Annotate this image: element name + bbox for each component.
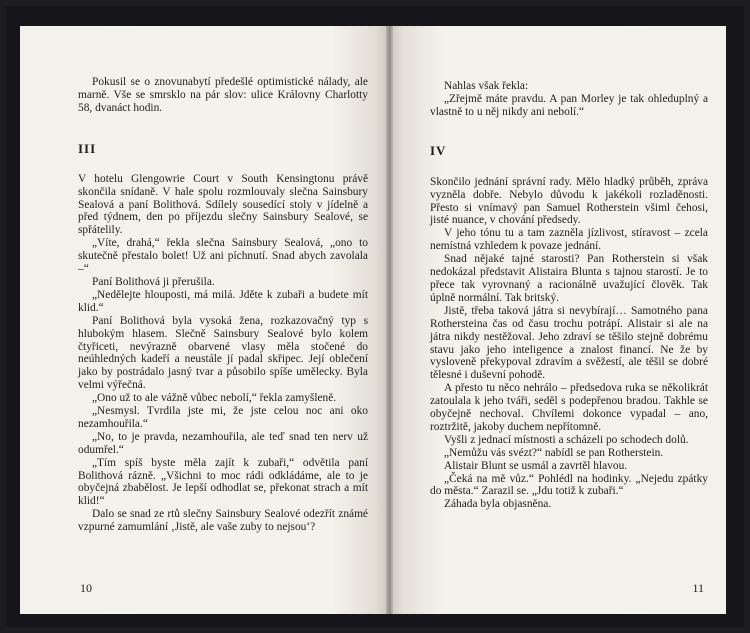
paragraph: „Ono už to ale vážně vůbec nebolí,“ řekla zamyšleně. [92,392,337,405]
paragraph: „Nedělejte hlouposti, má milá. Jděte k zubaři a budete mít klid.“ [78,288,368,314]
paragraph: „Nesmysl. Tvrdila jste mi, že jste celou noc ani oko nezamhouřila.“ [78,405,368,430]
paragraph: Záhada byla objasněna. [444,498,552,511]
paragraph: Snad nějaké tajné starosti? Pan Rotherstein si však nedokázal představit Alistaira Blunta s tajnou starostí. Je to přece tak vyrovnaný a racionálně uvažující člověk. Tak úplně normální. Tak britský. [430,253,708,304]
paragraph: Alistair Blunt se usmál a zavrtěl hlavou. [444,459,628,472]
paragraph: „Zřejmě máte pravdu. A pan Morley je tak ohleduplný a vlastně to u něj nikdy ani nebolí.“ [430,92,708,118]
paragraph: Dalo se snad ze rtů slečny Sainsbury Sealové odezřít známé vzpurné zamumlání ‚Jistě, ale vaše zuby to nejsou‘? [78,508,368,534]
book-gutter [386,26,393,614]
paragraph: „Tím spíš byste měla zajít k zubaři,“ odvětila paní Bolithová rázně. „Všichni to moc rádi odkládáme, ale to je obyčejná zbabělost. Je lepší odhodlat se, překonat strach a mít klid!“ [78,456,368,508]
right-page-opening-text [430,80,708,119]
right-page-body [430,176,708,512]
left-page [20,26,386,614]
paragraph: Jistě, třeba taková játra si nevybírají… Samotného pana Rothersteina čas od času trochu potrápí. Alistair si ale na játra nikdy nestěžoval. Jeho zdraví se těšilo stejně dobrému stavu jako jeho inteligence a znalost financí. Ne že by vysloveně překypoval zdravím a svěžestí, ale těšil se dobré tělesné i duševní pohodě. [430,304,708,382]
paragraph: Pokusil se o znovunabytí předešlé optimistické nálady, ale marně. Vše se smrsklo na pár slov: ulice Královny Charlotty 58, dvanáct hodin. [78,76,368,114]
page-number-right: 11 [692,581,704,595]
chapter-heading-iv: IV [430,142,447,158]
paragraph: Paní Bolithová byla vysoká žena, rozkazovačný typ s hlubokým hlasem. Slečně Sainsbury Sealové bylo kolem čtyřiceti, nevýrazně obarvené vlasy měla stočené do neúhledných kadeří a neustále jí padal skřipec. Její oblečení jako by postrádalo jasný tvar a působilo spíše umělecky. Byla velmi výřečná. [78,314,368,392]
paragraph: „Nemůžu vás svézt?“ nabídl se pan Rotherstein. [444,446,664,459]
paragraph: Skončilo jednání správní rady. Mělo hladký průběh, zpráva vyzněla dobře. Nebylo důvodu k jakékoli rozladěnosti. Přesto si vnímavý pan Samuel Rotherstein všiml čehosi, jisté nuance, v chování předsedy. [430,175,708,227]
paragraph: „Víte, drahá,“ řekla slečna Sainsbury Sealová, „ono to skutečně přestalo bolet! Už ani píchnutí. Snad abych zavolala –“ [78,237,368,276]
paragraph: Nahlas však řekla: [444,80,529,92]
paragraph: Vyšli z jednací místnosti a scházeli po schodech dolů. [444,433,689,446]
left-page-body [78,173,368,534]
paragraph: Paní Bolithová ji přerušila. [92,275,215,288]
paragraph: V hotelu Glengowrie Court v South Kensingtonu právě skončila snídaně. V hale spolu rozmlouvaly slečna Sainsbury Sealová a paní Bolithová. Sdílely sousedící stoly v jídelně a před týdnem, den po příjezdu slečny Sainsbury Sealové, se spřátelily. [78,172,368,237]
paragraph: A přesto tu něco nehrálo – předsedova ruka se několikrát zatoulala k jeho tváři, seděl s podepřenou bradou. Takhle se obyčejně nechoval. Chvílemi dokonce vypadal – ano, roztržitě, jakoby duchem nepřítomně. [430,382,708,433]
paragraph: „No, to je pravda, nezamhouřila, ale teď snad ten nerv už odumřel.“ [78,430,368,456]
right-page [393,26,726,614]
left-page-opening-text [78,76,368,115]
paragraph: V jeho tónu tu a tam zazněla jízlivost, stíravost – zcela nemístná vzhledem k povaze jednání. [430,227,708,253]
book-spread [6,6,744,627]
chapter-heading-iii: III [78,140,97,156]
paragraph: „Čeká na mě vůz.“ Pohlédl na hodinky. „Nejedu zpátky do města.“ Zarazil se. „Jdu totiž k zubaři.“ [430,472,708,498]
page-number-left: 10 [80,581,92,595]
